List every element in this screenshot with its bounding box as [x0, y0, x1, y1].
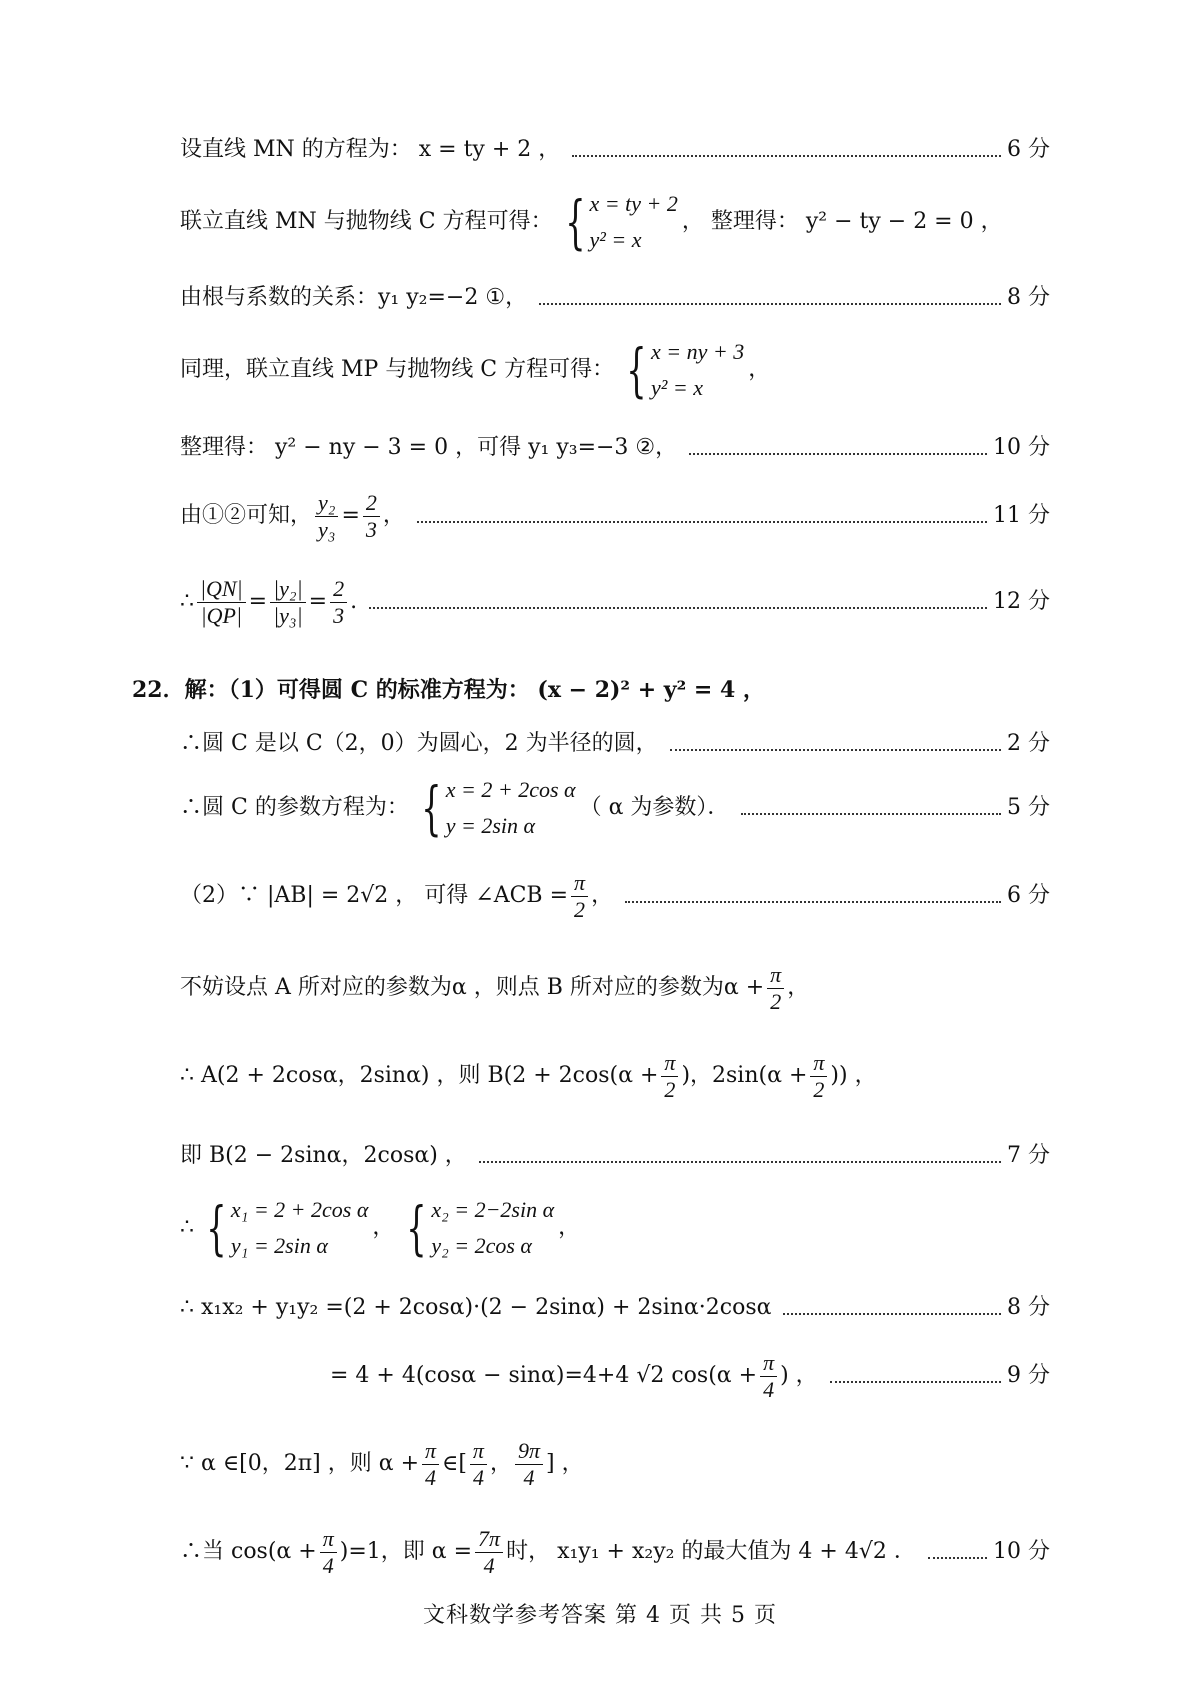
score-label: 9 分: [1007, 1362, 1050, 1388]
fraction: [197, 576, 246, 628]
dot-leader: [572, 155, 1001, 157]
fraction-numerator: π: [767, 962, 784, 988]
line-text: 由根与系数的关系：y₁ y₂=−2 ①，: [180, 284, 528, 310]
fraction: [422, 1438, 439, 1490]
fraction: [315, 490, 338, 542]
fraction-numerator: π: [470, 1438, 487, 1464]
equals-sign: =: [248, 588, 268, 614]
dot-leader: [625, 901, 1001, 903]
line-text: 时， x₁y₁ + x₂y₂ 的最大值为 4 + 4√2 ．: [506, 1538, 916, 1564]
score-label: 12 分: [993, 588, 1050, 614]
line-text: （ α 为参数）．: [579, 794, 730, 820]
solution-line: [0, 856, 1200, 936]
dot-leader: [539, 303, 1001, 305]
fraction-numerator: π: [810, 1050, 827, 1076]
fraction-denominator: 4: [322, 1552, 334, 1578]
fraction-numerator: π: [571, 870, 588, 896]
page-footer: 文科数学参考答案 第 4 页 共 5 页: [423, 1603, 777, 1628]
line-text: 不妨设点 A 所对应的参数为α ，则点 B 所对应的参数为α +: [180, 974, 765, 1000]
system-row: y² = x: [651, 375, 704, 400]
system-row: x = ny + 3: [651, 338, 745, 364]
dot-leader: [689, 453, 987, 455]
score-label: 2 分: [1007, 730, 1050, 756]
score-label: 10 分: [993, 1538, 1050, 1564]
fraction: [515, 1438, 543, 1490]
score-label: 6 分: [1007, 136, 1050, 162]
fraction-numerator: π: [422, 1438, 439, 1464]
dot-leader: [928, 1557, 987, 1559]
fraction-denominator: 4: [483, 1552, 495, 1578]
score-label: 8 分: [1007, 284, 1050, 310]
line-text: = 4 + 4(cosα − sinα)=4+4 √2 cos(α +: [330, 1362, 758, 1388]
line-text: )=1，即 α =: [339, 1538, 473, 1564]
solution-line: [0, 182, 1200, 262]
score-label: 6 分: [1007, 882, 1050, 908]
solution-line: [0, 1188, 1200, 1268]
line-text: 由①②可知，: [180, 502, 313, 528]
fraction: [571, 870, 588, 922]
line-text: 即 B(2 − 2sinα，2cosα) ，: [180, 1142, 467, 1168]
line-text: ，: [591, 882, 614, 908]
line-text: ∵ α ∈[0，2π] ，则 α +: [180, 1450, 420, 1476]
solution-line: [0, 258, 1200, 338]
equals-sign: =: [308, 588, 328, 614]
fraction-denominator: 2: [770, 988, 782, 1014]
fraction: [475, 1526, 503, 1578]
line-text: ∴圆 C 是以 C（2，0）为圆心，2 为半径的圆，: [180, 730, 658, 756]
score-label: 5 分: [1007, 794, 1050, 820]
equation-system: { x = 2 + 2cos α y = 2sin α: [421, 774, 576, 842]
solution-line: [0, 330, 1200, 410]
system-row: x = ty + 2: [589, 190, 678, 216]
fraction: [330, 576, 347, 628]
solution-line: [0, 1512, 1200, 1592]
system-row: x₁ = 2 + 2cos α: [230, 1196, 369, 1222]
line-text: 整理得： y² − ny − 3 = 0 ，可得 y₁ y₃=−3 ②，: [180, 434, 678, 460]
fraction-numerator: π: [760, 1350, 777, 1376]
equals-sign: =: [341, 502, 360, 528]
fraction-denominator: 2: [574, 896, 586, 922]
fraction-denominator: 3: [365, 516, 377, 542]
system-row: y² = x: [589, 227, 642, 252]
therefore-symbol: ∴: [180, 588, 194, 614]
fraction-denominator: y₃: [318, 516, 336, 542]
fraction-numerator: 9π: [515, 1438, 543, 1464]
fraction-denominator: |y₃|: [273, 602, 303, 628]
line-text: )) ，: [830, 1062, 877, 1088]
solution-line: [0, 1424, 1200, 1504]
solution-line: [0, 1116, 1200, 1196]
fraction-denominator: 4: [763, 1376, 775, 1402]
fraction: [270, 576, 306, 628]
fraction-numerator: π: [320, 1526, 337, 1552]
system-row: x₂ = 2−2sin α: [431, 1196, 555, 1222]
fraction-denominator: |QP|: [200, 602, 243, 628]
line-text: ， 整理得： y² − ty − 2 = 0 ，: [681, 208, 1003, 234]
fraction-denominator: 4: [425, 1464, 437, 1490]
solution-line: [0, 948, 1200, 1028]
therefore-symbol: ∴: [180, 1214, 194, 1240]
fraction: [363, 490, 380, 542]
dot-leader: [670, 749, 1001, 751]
score-label: 11 分: [993, 502, 1050, 528]
fraction: [767, 962, 784, 1014]
fraction-numerator: y₂: [315, 490, 338, 516]
line-text: ，: [489, 1450, 512, 1476]
line-text: ∴当 cos(α +: [180, 1538, 317, 1564]
fraction-denominator: 2: [813, 1076, 825, 1102]
dot-leader: [369, 607, 987, 609]
fraction: [470, 1438, 487, 1490]
fraction: [760, 1350, 777, 1402]
line-text: 联立直线 MN 与抛物线 C 方程可得：: [180, 208, 553, 234]
fraction-denominator: 3: [333, 602, 345, 628]
equation-system: { x = ny + 3 y² = x: [626, 336, 745, 404]
line-text: ] ，: [546, 1450, 584, 1476]
equation-system: { x = ty + 2 y² = x: [564, 188, 678, 256]
line-text: 同理，联立直线 MP 与抛物线 C 方程可得：: [180, 356, 615, 382]
line-text: .: [350, 588, 358, 614]
fraction: [320, 1526, 337, 1578]
dot-leader: [830, 1381, 1001, 1383]
score-label: 10 分: [993, 434, 1050, 460]
solution-line: [0, 768, 1200, 848]
line-text: 设直线 MN 的方程为： x = ty + 2 ，: [180, 136, 561, 162]
fraction-denominator: 2: [664, 1076, 676, 1102]
fraction-numerator: |QN|: [197, 576, 246, 602]
line-text: ∈[: [442, 1450, 467, 1476]
line-text: ) ，: [780, 1362, 818, 1388]
dot-leader: [479, 1161, 1001, 1163]
line-text: ，: [748, 356, 771, 382]
line-text: )，2sin(α +: [681, 1062, 808, 1088]
line-text: ∴ A(2 + 2cosα，2sinα) ，则 B(2 + 2cos(α +: [180, 1062, 659, 1088]
dot-leader: [417, 521, 987, 523]
fraction-denominator: 4: [472, 1464, 484, 1490]
line-text: ，: [382, 502, 405, 528]
line-text: ，: [787, 974, 810, 1000]
fraction-numerator: |y₂|: [270, 576, 306, 602]
fraction-numerator: 2: [363, 490, 380, 516]
system-row: y₁ = 2sin α: [230, 1233, 328, 1258]
line-text: （2）∵ |AB| = 2√2 ， 可得 ∠ACB =: [180, 882, 569, 908]
dot-leader: [741, 813, 1001, 815]
line-text: ，: [372, 1214, 395, 1240]
solution-line: [0, 1036, 1200, 1116]
score-label: 8 分: [1007, 1294, 1050, 1320]
system-row: x = 2 + 2cos α: [445, 776, 576, 802]
fraction: [661, 1050, 678, 1102]
equation-system: { x₁ = 2 + 2cos α y₁ = 2sin α: [206, 1194, 369, 1262]
solution-line: [0, 476, 1200, 556]
fraction-denominator: 4: [523, 1464, 535, 1490]
solution-line: [0, 110, 1200, 190]
fraction-numerator: π: [661, 1050, 678, 1076]
problem-heading: 22．解：（1）可得圆 C 的标准方程为： (x − 2)² + y² = 4 ，: [132, 676, 765, 703]
score-label: 7 分: [1007, 1142, 1050, 1168]
fraction-numerator: 7π: [475, 1526, 503, 1552]
dot-leader: [783, 1313, 1001, 1315]
equation-system: { x₂ = 2−2sin α y₂ = 2cos α: [406, 1194, 555, 1262]
line-text: ∴圆 C 的参数方程为：: [180, 794, 409, 820]
fraction-numerator: 2: [330, 576, 347, 602]
line-text: ，: [558, 1214, 581, 1240]
system-row: y = 2sin α: [445, 813, 536, 838]
fraction: [810, 1050, 827, 1102]
line-text: ∴ x₁x₂ + y₁y₂ =(2 + 2cosα)·(2 − 2sinα) + 2sinα·2cosα: [180, 1294, 772, 1320]
system-row: y₂ = 2cos α: [431, 1233, 532, 1258]
solution-line: [0, 562, 1200, 642]
solution-line: [0, 1336, 1200, 1416]
